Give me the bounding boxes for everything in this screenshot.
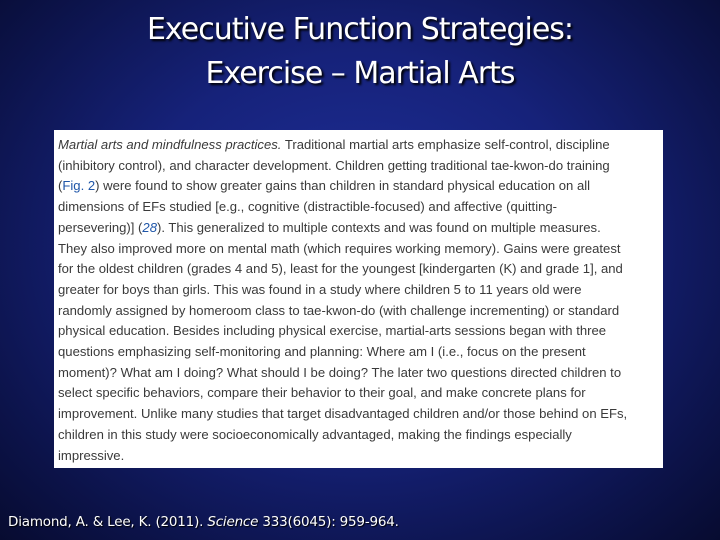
excerpt-line-8: greater for boys than girls. This was found in a study where children 5 to 11 years old were xyxy=(58,281,582,297)
slide-title-line-1: Executive Function Strategies: xyxy=(146,12,574,47)
excerpt-line-16: impressive. xyxy=(58,447,125,463)
excerpt-line-13: select specific behaviors, compare their behavior to their goal, and make concrete plans for xyxy=(58,385,586,401)
journal-name: Science xyxy=(207,514,259,530)
figure-reference-link[interactable]: Fig. 2 xyxy=(62,178,96,194)
excerpt-line-12: moment)? What am I doing? What should I be doing? The later two questions directed children to xyxy=(58,364,622,380)
citation-reference-link[interactable]: 28 xyxy=(142,219,157,235)
excerpt-line-1: Martial arts and mindfulness practices. Traditional martial arts emphasize self-control, discipline xyxy=(58,137,610,152)
excerpt-line-14: improvement. Unlike many studies that target disadvantaged children and/or those behind on EFs, xyxy=(58,406,628,422)
slide-title xyxy=(0,8,720,96)
excerpt-line-7: for the oldest children (grades 4 and 5), least for the youngest [kindergarten (K) and grade 1], and xyxy=(58,261,623,277)
excerpt-line-11: questions emphasizing self-monitoring and planning: Where am I (i.e., focus on the present xyxy=(58,344,586,360)
excerpt-line-3: (Fig. 2) were found to show greater gains than children in standard physical education on all xyxy=(58,178,591,194)
section-heading: Martial arts and mindfulness practices. xyxy=(58,137,282,152)
source-citation: Diamond, A. & Lee, K. (2011). Science 333(6045): 959-964. xyxy=(8,514,399,530)
article-excerpt xyxy=(54,130,663,468)
slide-title-line-2: Exercise – Martial Arts xyxy=(205,56,515,91)
excerpt-line-10: physical education. Besides including physical exercise, martial-arts sessions began with three xyxy=(58,323,607,339)
excerpt-line-4: dimensions of EFs studied [e.g., cognitive (distractible-focused) and affective (quitting- xyxy=(58,199,558,215)
excerpt-line-2: (inhibitory control), and character development. Children getting traditional tae-kwon-do training xyxy=(58,157,610,173)
excerpt-line-5: persevering)] (28). This generalized to multiple contexts and was found on multiple measures. xyxy=(58,219,601,235)
excerpt-line-9: randomly assigned by homeroom class to tae-kwon-do (with challenge incrementing) or standard xyxy=(58,302,620,318)
excerpt-line-6: They also improved more on mental math (which requires working memory). Gains were greatest xyxy=(58,240,621,256)
excerpt-line-15: children in this study were socioeconomically advantaged, making the findings especially xyxy=(58,426,572,442)
